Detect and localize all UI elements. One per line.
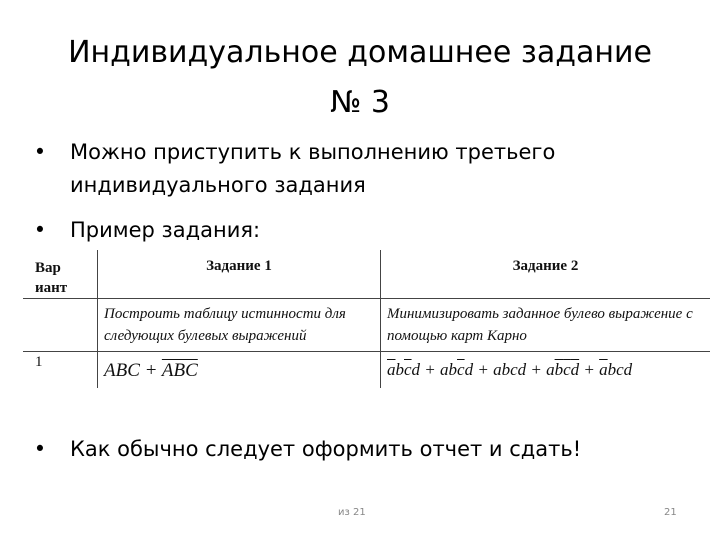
formula-2-term-4: $a\overline{b}\overline{c}\overline{d}$ [546, 360, 580, 379]
header-task-1: Задание 1 [98, 250, 381, 299]
cell-variant-number: 1 [35, 354, 43, 370]
header-variant: Вар иант [23, 250, 98, 299]
formula-2-term-2: $ab\overline{c}d$ [440, 360, 474, 379]
cell-formula-1: ABC + $\overline{ABC}$ [98, 352, 381, 389]
title-line-2: № 3 [330, 85, 390, 120]
bullet-dot-icon: • [33, 140, 47, 164]
header-task-2: Задание 2 [381, 250, 711, 299]
formula-1-term-1: ABC [104, 360, 140, 381]
formula-1-term-2: $\overline{ABC}$ [161, 360, 198, 381]
cell-task-1-text: Построить таблицу истинности для следующих булевых выражений [98, 299, 381, 352]
bullet-text-1: Можно приступить к выполнению третьего индивидуального задания [70, 140, 556, 197]
formula-2-term-1: $\overline{a}b\overline{c}d$ [387, 360, 421, 379]
bullet-item-1 [33, 136, 670, 202]
slide-title [0, 28, 720, 128]
bullet-item-3 [33, 433, 582, 466]
table-header-row [23, 250, 710, 299]
formula-2-term-5: $\overline{a}bcd$ [599, 360, 633, 379]
formula-2-term-3: abcd [493, 360, 527, 379]
bullet-text-2: Пример задания: [70, 218, 261, 242]
title-line-1: Индивидуальное домашнее задание [68, 35, 652, 70]
cell-empty [23, 299, 98, 352]
cell-task-2-text: Минимизировать заданное булево выражение с помощью карт Карно [381, 299, 711, 352]
task-example-table [23, 250, 710, 388]
bullet-dot-icon: • [33, 437, 47, 461]
table-row-variant-1 [23, 352, 710, 389]
bullet-item-2 [33, 214, 261, 247]
bullet-text-3: Как обычно следует оформить отчет и сдать! [70, 437, 582, 461]
table-row-description [23, 299, 710, 352]
cell-formula-2: $\overline{a}b\overline{c}d + ab\overline{c}d$ + abcd + $a\overline{b}\overline{c}\overline{d} + \overline{a}bcd$ [381, 352, 711, 389]
footer-page-number: 21 [664, 507, 677, 518]
bullet-dot-icon: • [33, 218, 47, 242]
footer-page-of: из 21 [338, 507, 366, 518]
